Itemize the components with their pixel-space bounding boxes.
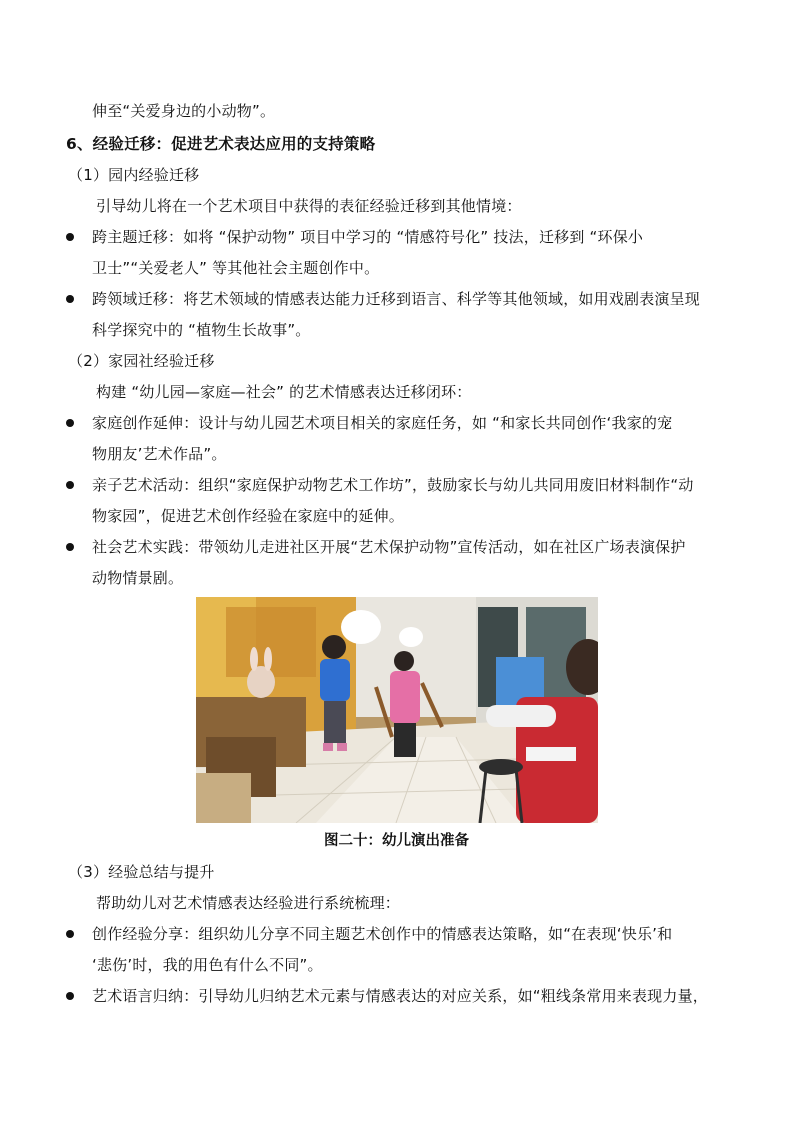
paragraph-continuation: 伸至“关爱身边的小动物”。: [92, 102, 276, 120]
photo-illustration: [196, 597, 598, 823]
bullet-icon: [66, 543, 74, 551]
subsection-intro-3: 帮助幼儿对艺术情感表达经验进行系统梳理：: [96, 894, 401, 912]
subsection-intro-1: 引导幼儿将在一个艺术项目中获得的表征经验迁移到其他情境：: [96, 197, 522, 215]
bullet-item-continuation: 物朋友’艺术作品”。: [92, 445, 227, 463]
bullet-icon: [66, 481, 74, 489]
bullet-item-text: 创作经验分享：组织幼儿分享不同主题艺术创作中的情感表达策略，如“在表现‘快乐’和: [92, 925, 673, 943]
bullet-item-text: 家庭创作延伸：设计与幼儿园艺术项目相关的家庭任务，如 “和家长共同创作‘我家的宠: [92, 414, 673, 432]
bullet-item-continuation: 物家园”，促进艺术创作经验在家庭中的延伸。: [92, 507, 404, 525]
bullet-item-continuation: 卫士”“关爱老人” 等其他社会主题创作中。: [92, 259, 380, 277]
bullet-item-text: 亲子艺术活动：组织“家庭保护动物艺术工作坊”，鼓励家长与幼儿共同用废旧材料制作“动: [92, 476, 694, 494]
bullet-item-text: 社会艺术实践：带领幼儿走进社区开展“艺术保护动物”宣传活动，如在社区广场表演保护: [92, 538, 686, 556]
bullet-icon: [66, 233, 74, 241]
bullet-icon: [66, 295, 74, 303]
subsection-heading-3: （3）经验总结与提升: [68, 863, 215, 881]
subsection-intro-2: 构建 “幼儿园—家庭—社会” 的艺术情感表达迁移闭环：: [96, 383, 472, 401]
performance-photo: [196, 597, 598, 823]
bullet-item-continuation: ‘悲伤’时，我的用色有什么不同”。: [92, 956, 323, 974]
bullet-icon: [66, 992, 74, 1000]
bullet-icon: [66, 930, 74, 938]
bullet-item-text: 跨领域迁移：将艺术领域的情感表达能力迁移到语言、科学等其他领域，如用戏剧表演呈现: [92, 290, 701, 308]
section-heading: 6、经验迁移：促进艺术表达应用的支持策略: [66, 135, 376, 153]
bullet-icon: [66, 419, 74, 427]
bullet-item-text: 艺术语言归纳：引导幼儿归纳艺术元素与情感表达的对应关系，如“粗线条常用来表现力量，: [92, 987, 708, 1005]
bullet-item-continuation: 科学探究中的 “植物生长故事”。: [92, 321, 311, 339]
subsection-heading-2: （2）家园社经验迁移: [68, 352, 215, 370]
bullet-item-text: 跨主题迁移：如将 “保护动物” 项目中学习的 “情感符号化” 技法，迁移到 “环保小: [92, 228, 644, 246]
figure-caption: 图二十：幼儿演出准备: [324, 833, 469, 849]
bullet-item-continuation: 动物情景剧。: [92, 569, 184, 587]
subsection-heading-1: （1）园内经验迁移: [68, 166, 200, 184]
